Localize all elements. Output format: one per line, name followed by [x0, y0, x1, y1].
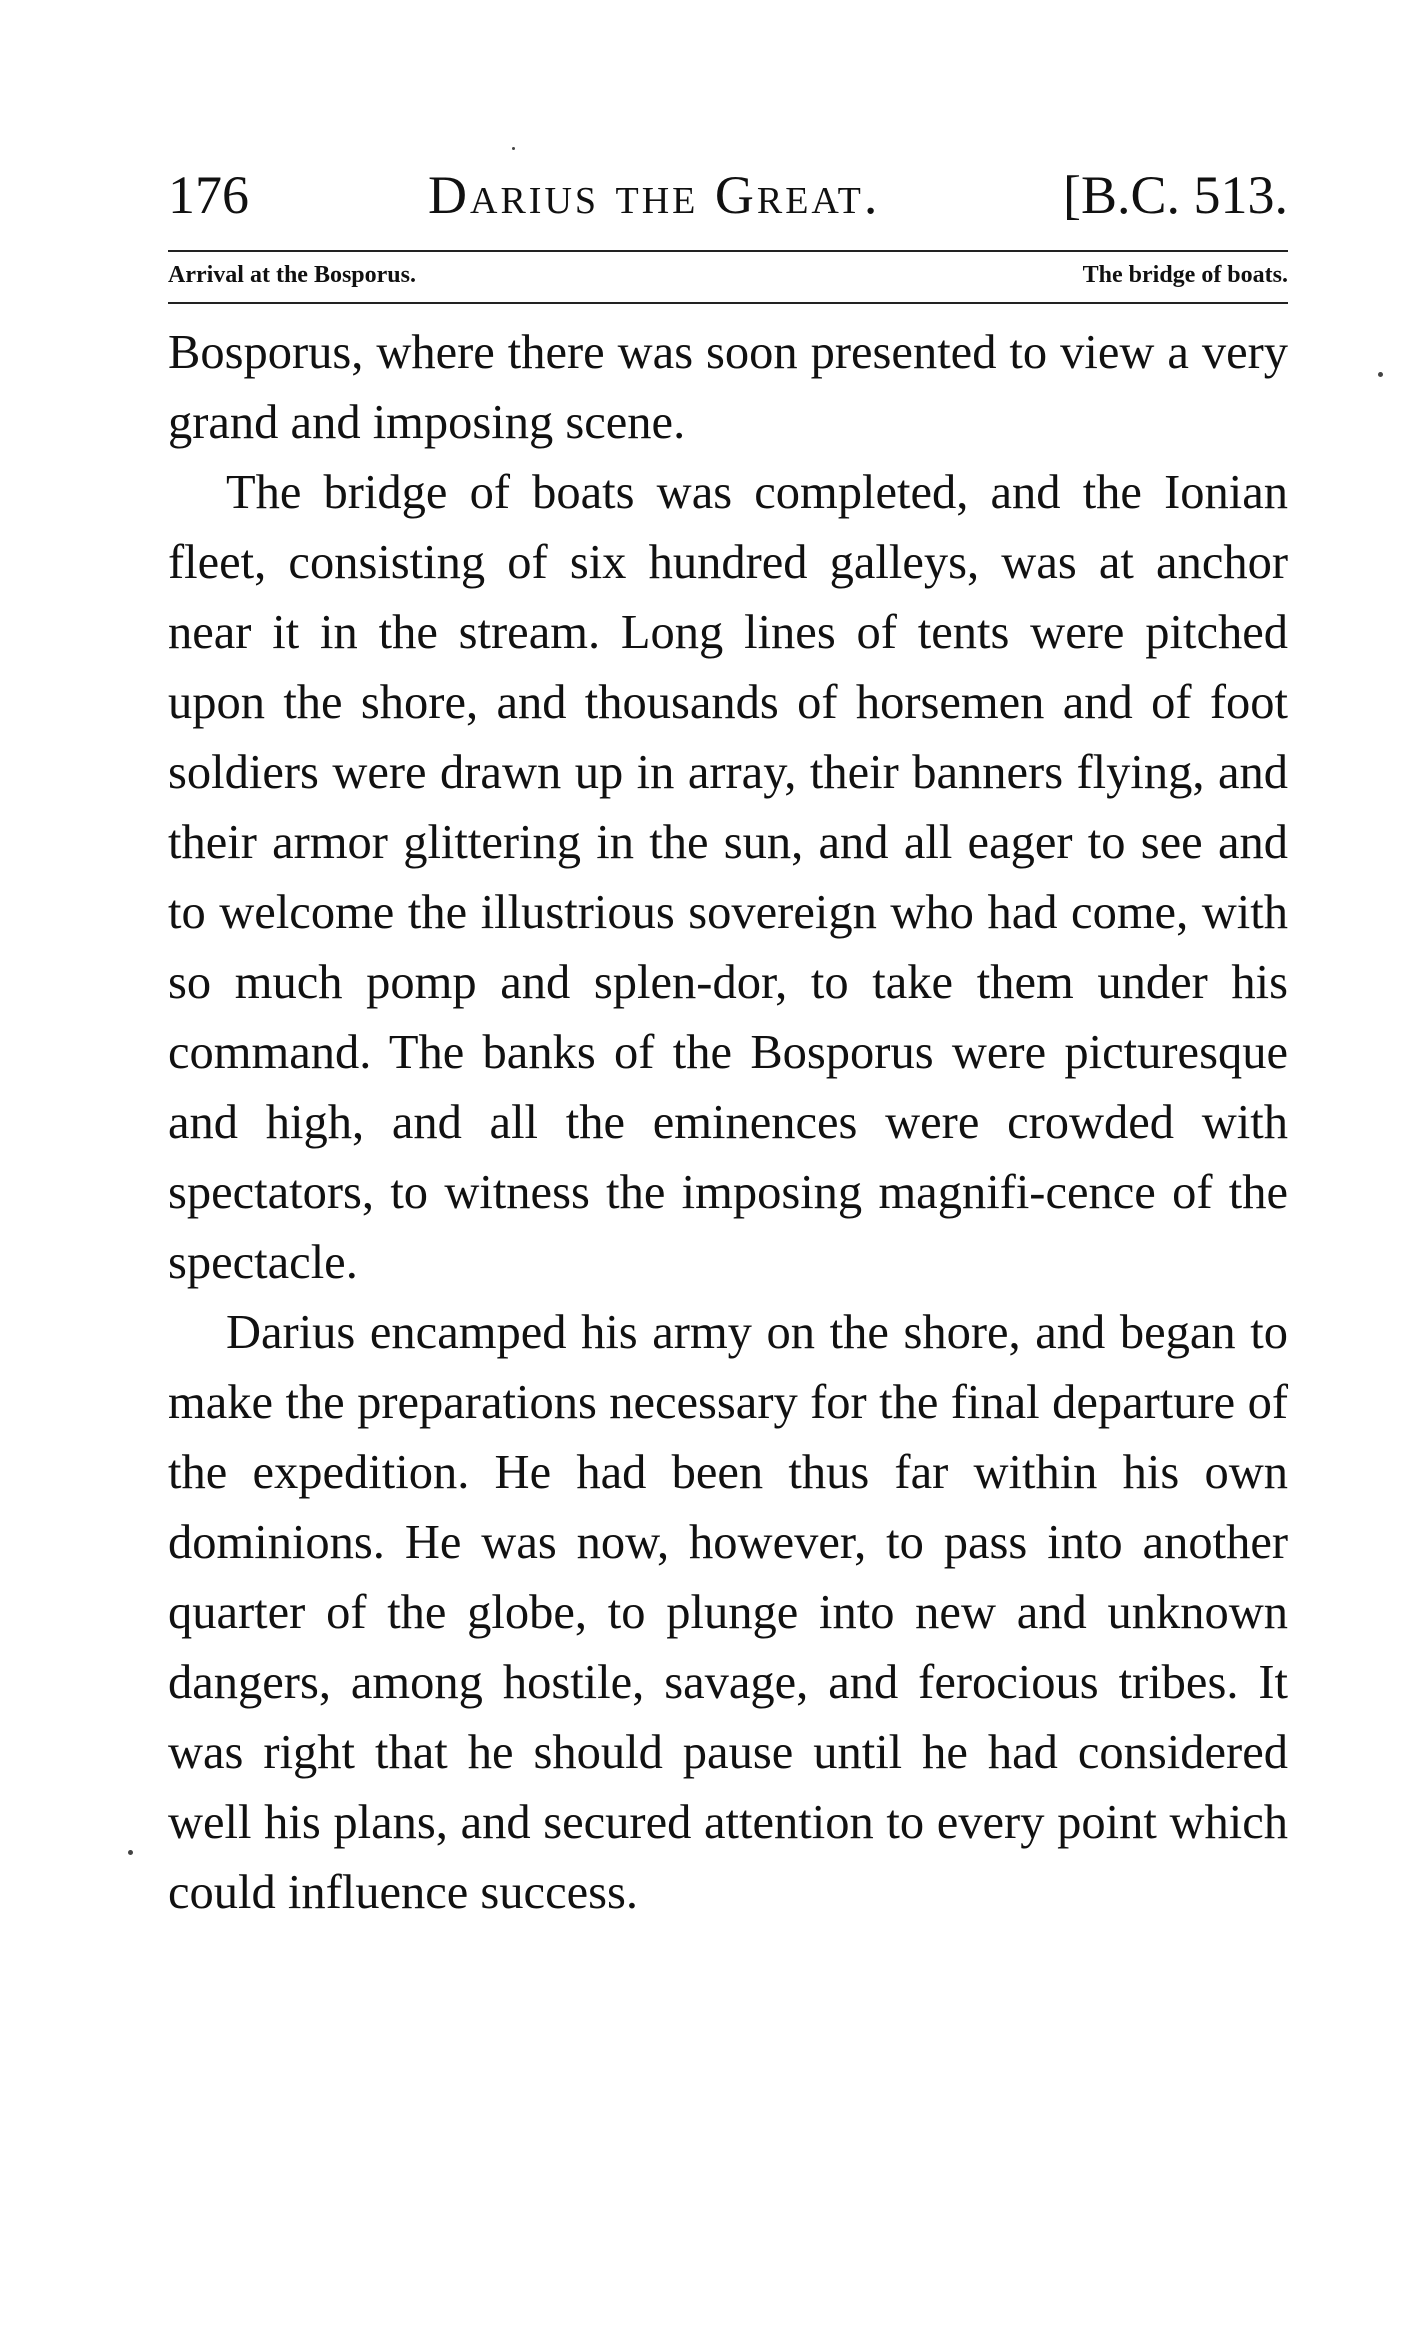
era-label: [B.C. 513.: [1062, 165, 1288, 225]
paragraph: Bosporus, where there was soon presented to view a very grand and imposing scene.: [168, 326, 1288, 449]
sidenotes: [168, 258, 1288, 292]
sidenote-right: The bridge of boats.: [1082, 262, 1288, 288]
scan-speck: [512, 147, 515, 150]
scan-speck: [1378, 372, 1383, 377]
running-head: [168, 150, 1288, 240]
body-text: [168, 318, 1288, 1928]
header-rule: [168, 250, 1288, 252]
paragraph: The bridge of boats was completed, and the Ionian fleet, consisting of six hundred galleys, was at anchor near it in the stream. Long lines of tents were pitched upon the shore, and thousands of horsemen and of foot soldiers were drawn up in array, their banners flying, and their armor glittering in the sun, and all eager to see and to welcome the illustrious sovereign who had come, with so much pomp and splen-dor, to take them under his command. The banks of the Bosporus were picturesque and high, and all the eminences were crowded with spectators, to witness the imposing magnifi-cence of the spectacle.: [168, 466, 1288, 1289]
page-number: 176: [168, 165, 249, 225]
sidenote-left: Arrival at the Bosporus.: [168, 262, 416, 288]
book-page: [168, 150, 1288, 2230]
scan-speck: [128, 1850, 133, 1855]
paragraph: Darius encamped his army on the shore, and began to make the preparations necessary for the final departure of the expedition. He had been thus far within his own dominions. He was now, however, to pass into another quarter of the globe, to plunge into new and unknown dangers, among hostile, savage, and ferocious tribes. It was right that he should pause until he had considered well his plans, and secured attention to every point which could influence success.: [168, 1306, 1288, 1919]
book-title: Darius the Great.: [428, 165, 881, 225]
sidenote-rule: [168, 302, 1288, 304]
